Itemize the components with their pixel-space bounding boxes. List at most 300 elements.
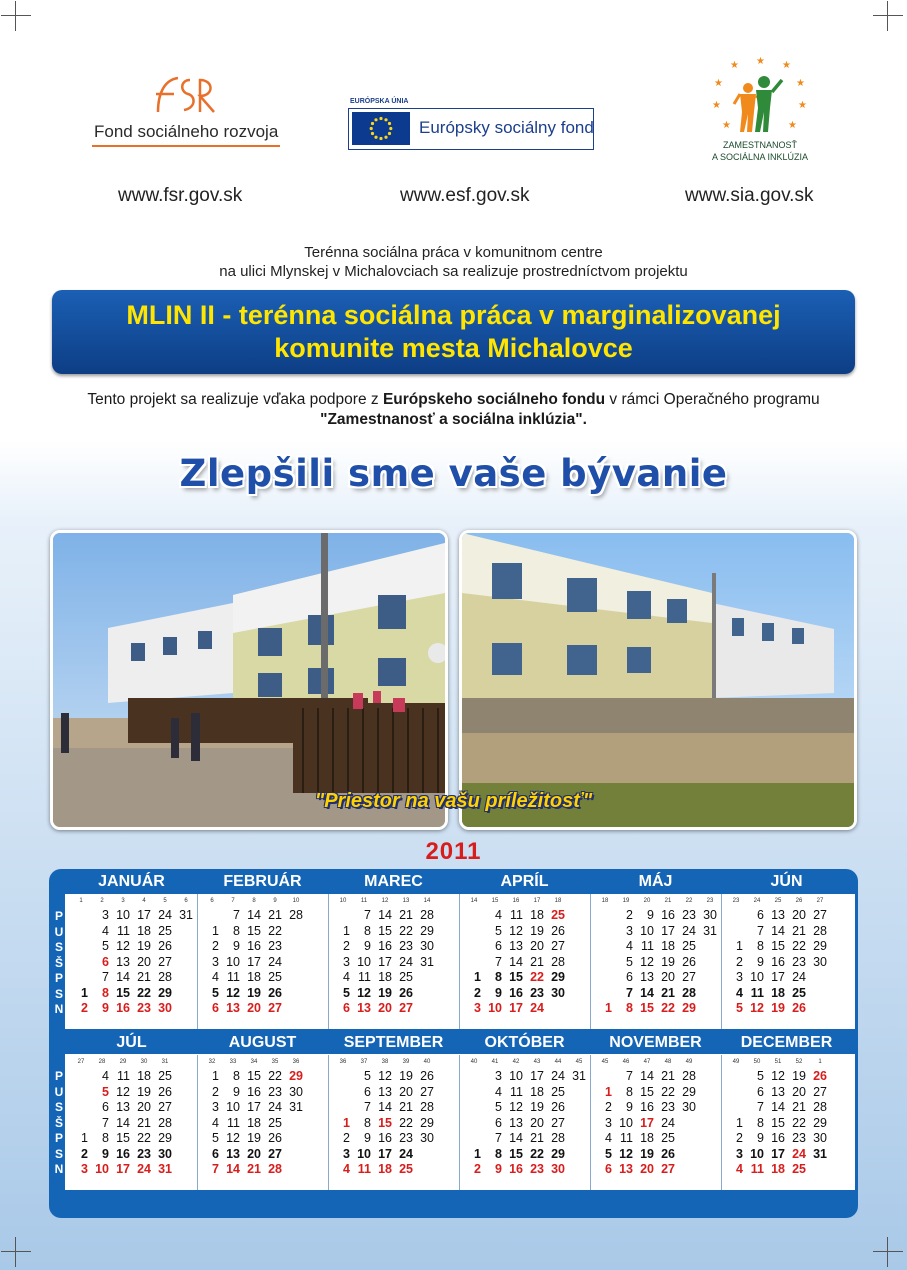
calendar-day: 24 (551, 1069, 565, 1083)
svg-text:★: ★ (722, 120, 731, 131)
calendar-day: 26 (682, 954, 696, 969)
calendar-day: 15 (509, 970, 523, 984)
calendar-day: 26 (158, 939, 172, 953)
calendar-day: 30 (682, 1100, 696, 1114)
calendar-day: 29 (551, 1146, 565, 1161)
esf-logo (348, 98, 596, 154)
week-number: 52 (795, 1059, 803, 1065)
calendar-day: 30 (420, 1131, 434, 1145)
calendar-day: 11 (227, 1115, 240, 1130)
calendar-day: 20 (378, 1001, 392, 1015)
calendar-day: 25 (682, 939, 696, 953)
calendar-day: 6 (626, 970, 633, 984)
calendar-day: 16 (509, 985, 523, 1000)
calendar-day: 3 (343, 1146, 350, 1161)
day-labels-1 (52, 909, 66, 1018)
calendar-day: 21 (792, 1100, 806, 1114)
project-title-line-1: MLIN II - terénna sociálna práca v marginalizovanej (126, 300, 781, 330)
week-number: 10 (339, 898, 347, 904)
calendar-year: 2011 (425, 838, 482, 865)
calendar-day: 15 (378, 1115, 392, 1130)
calendar-day: 28 (420, 1100, 434, 1114)
calendar-day: 6 (495, 1115, 502, 1130)
calendar-day: 6 (605, 1162, 612, 1176)
calendar-day: 27 (158, 954, 172, 969)
svg-text:★: ★ (714, 78, 723, 89)
calendar-day: 19 (771, 1001, 785, 1015)
week-number: 26 (795, 898, 803, 904)
calendar-day: 6 (364, 1084, 371, 1099)
month-separator (459, 1055, 460, 1190)
week-number: 29 (119, 1059, 127, 1065)
support-text-end: v rámci Operačného programu (605, 391, 820, 408)
quote-close: ". (575, 411, 587, 428)
calendar-day: 1 (343, 923, 350, 938)
week-number: 14 (470, 898, 478, 904)
calendar-day: 20 (792, 1084, 806, 1099)
calendar-day: 27 (661, 1162, 675, 1176)
calendar-day: 21 (661, 1069, 675, 1083)
calendar-day: 4 (343, 1162, 350, 1176)
intro-line-1: Terénna sociálna práca v komunitnom centre (304, 244, 603, 261)
eu-label: EURÓPSKA ÚNIA (350, 98, 409, 105)
calendar-day: 31 (420, 954, 434, 969)
calendar-day: 13 (619, 1162, 633, 1176)
calendar-day: 14 (771, 1100, 785, 1114)
calendar-day: 22 (792, 1115, 806, 1130)
calendar-day: 25 (268, 1115, 282, 1130)
calendar-day: 13 (378, 1084, 392, 1099)
calendar-day: 27 (268, 1146, 282, 1161)
week-number: 11 (360, 898, 368, 904)
calendar-day: 11 (117, 1069, 130, 1083)
calendar-day: 23 (268, 1084, 282, 1099)
week-number: 49 (732, 1059, 740, 1065)
week-number: 37 (360, 1059, 368, 1065)
calendar-day: 13 (640, 970, 654, 984)
calendar-day: 23 (137, 1001, 151, 1015)
calendar-day: 10 (357, 1146, 371, 1161)
calendar-day: 27 (551, 939, 565, 953)
calendar-day: 10 (95, 1162, 109, 1176)
month-separator (197, 894, 198, 1029)
calendar-day: 19 (378, 985, 392, 1000)
calendar-day: 19 (247, 985, 261, 1000)
calendar-day: 16 (378, 1131, 392, 1145)
calendar-day: 18 (137, 1069, 151, 1083)
month-separator (459, 894, 460, 1029)
calendar-day: 3 (212, 954, 219, 969)
calendar-day: 16 (661, 908, 675, 922)
calendar-day: 26 (420, 1069, 434, 1083)
calendar-day: 14 (247, 908, 261, 922)
week-number: 23 (706, 898, 714, 904)
calendar-day: 18 (661, 939, 675, 953)
day-label: N (54, 1002, 64, 1016)
calendar-day: 7 (212, 1162, 219, 1176)
calendar-day: 29 (682, 1084, 696, 1099)
calendar-day: 18 (247, 970, 261, 984)
crop-mark (873, 1237, 903, 1267)
calendar-day: 23 (682, 908, 696, 922)
calendar-day: 19 (530, 923, 544, 938)
calendar-day: 17 (137, 908, 151, 922)
calendar-day: 9 (495, 985, 502, 1000)
calendar-day: 25 (158, 1069, 172, 1083)
calendar-day: 17 (661, 923, 675, 938)
crop-mark (1, 1237, 31, 1267)
calendar-day: 11 (510, 1084, 523, 1099)
calendar-day: 8 (757, 1115, 764, 1130)
day-label: Š (54, 955, 63, 970)
calendar-day: 20 (247, 1146, 261, 1161)
calendar-day: 12 (509, 1100, 523, 1114)
sia-people-stars-icon (700, 56, 820, 138)
calendar-day: 10 (509, 1069, 523, 1083)
calendar-day: 3 (605, 1115, 612, 1130)
day-label: S (54, 1100, 63, 1114)
calendar-day: 2 (81, 1001, 88, 1015)
calendar-day: 2 (212, 1084, 219, 1099)
calendar-day: 28 (158, 1115, 172, 1130)
calendar-day: 31 (703, 923, 717, 938)
calendar-day: 4 (495, 1084, 502, 1099)
project-title-line-2: komunite mesta Michalovce (274, 333, 633, 363)
week-number: 46 (622, 1059, 630, 1065)
calendar-day: 11 (117, 923, 130, 938)
calendar-day: 26 (268, 985, 282, 1000)
calendar-day: 2 (343, 1131, 350, 1145)
calendar-day: 7 (102, 970, 109, 984)
calendar-day: 28 (158, 970, 172, 984)
fsr-logo (92, 72, 292, 152)
calendar-day: 19 (247, 1131, 261, 1145)
week-number: 9 (273, 898, 277, 904)
calendar-day: 27 (813, 908, 827, 922)
calendar-day: 7 (364, 1100, 371, 1114)
calendar-day: 26 (551, 923, 565, 938)
calendar-day: 29 (420, 923, 434, 938)
calendar-day: 15 (116, 1131, 130, 1145)
week-number: 4 (142, 898, 146, 904)
calendar-day: 29 (158, 985, 172, 1000)
calendar-day: 7 (757, 923, 764, 938)
url-esf[interactable]: www.esf.gov.sk (400, 185, 530, 206)
day-label: U (54, 924, 64, 939)
week-number: 1 (818, 1059, 822, 1065)
calendar-day: 8 (495, 970, 502, 984)
day-label: Š (54, 1115, 63, 1130)
calendar-day: 14 (378, 1100, 392, 1114)
url-sia[interactable]: www.sia.gov.sk (685, 185, 814, 206)
calendar-day: 12 (378, 1069, 392, 1083)
week-number: 21 (664, 898, 672, 904)
week-number: 48 (664, 1059, 672, 1065)
calendar-day: 28 (289, 908, 303, 922)
calendar-day: 30 (703, 908, 717, 922)
week-number: 10 (292, 898, 300, 904)
week-number: 50 (753, 1059, 761, 1065)
week-number: 30 (140, 1059, 148, 1065)
calendar-day: 25 (399, 1162, 413, 1176)
calendar-day: 22 (268, 1069, 282, 1083)
calendar-day: 22 (399, 1115, 413, 1130)
calendar-day: 24 (792, 1146, 806, 1161)
calendar-day: 25 (661, 1131, 675, 1145)
calendar-day: 5 (626, 954, 633, 969)
day-label: P (54, 1069, 63, 1083)
calendar-day: 26 (551, 1100, 565, 1114)
calendar-day: 10 (116, 908, 130, 922)
week-number: 47 (643, 1059, 651, 1065)
week-number: 22 (685, 898, 693, 904)
quote-open: " (320, 411, 328, 428)
month-name: NOVEMBER (609, 1034, 702, 1051)
svg-text:★: ★ (798, 100, 807, 111)
calendar-day: 5 (102, 939, 109, 953)
calendar-day: 30 (158, 1001, 172, 1015)
calendar-day: 7 (364, 908, 371, 922)
calendar-day: 17 (771, 1146, 785, 1161)
calendar-day: 11 (620, 1131, 633, 1145)
calendar-day: 15 (378, 923, 392, 938)
calendar-day: 26 (158, 1084, 172, 1099)
calendar-day: 8 (233, 1069, 240, 1083)
calendar-day: 25 (268, 970, 282, 984)
week-number: 20 (643, 898, 651, 904)
calendar-day: 16 (116, 1146, 130, 1161)
calendar-day: 6 (212, 1146, 219, 1161)
month-name: OKTÓBER (484, 1034, 565, 1051)
calendar-day: 4 (343, 970, 350, 984)
calendar-day: 4 (605, 1131, 612, 1145)
calendar-day: 5 (736, 1001, 743, 1015)
month-separator (721, 894, 722, 1029)
calendar-day: 22 (792, 939, 806, 953)
calendar-day: 6 (102, 1100, 109, 1114)
day-label: P (54, 971, 63, 985)
url-fsr[interactable]: www.fsr.gov.sk (118, 185, 243, 206)
fsr-logo-text: Fond sociálneho rozvoja (94, 122, 279, 141)
calendar-day: 20 (640, 1162, 654, 1176)
calendar-day: 11 (750, 985, 764, 1000)
calendar-day: 29 (551, 970, 565, 984)
month-name: FEBRUÁR (223, 873, 302, 890)
calendar-day: 4 (102, 1069, 109, 1083)
support-fund-name: Európskeho sociálneho fondu (382, 391, 606, 408)
calendar-day: 3 (495, 1069, 502, 1083)
calendar-day: 11 (750, 1162, 764, 1176)
calendar-day: 15 (509, 1146, 523, 1161)
calendar-day: 1 (81, 1131, 88, 1145)
week-number: 3 (121, 898, 125, 904)
calendar-day: 15 (640, 1084, 654, 1099)
calendar-day: 11 (357, 1162, 371, 1176)
day-labels-2 (52, 1069, 66, 1178)
calendar-day: 3 (102, 908, 109, 922)
calendar-day: 24 (158, 908, 172, 922)
calendar-day: 2 (626, 908, 633, 922)
calendar-day: 9 (102, 1146, 109, 1161)
calendar-day: 10 (750, 970, 764, 984)
calendar-day: 13 (226, 1146, 240, 1161)
calendar-day: 19 (137, 939, 151, 953)
calendar-day: 26 (792, 1001, 806, 1015)
calendar-day: 4 (212, 1115, 219, 1130)
sia-logo (700, 56, 820, 166)
calendar-day: 1 (736, 939, 743, 953)
svg-text:★: ★ (712, 100, 721, 111)
calendar-day: 6 (757, 908, 764, 922)
calendar-day: 9 (364, 939, 371, 953)
calendar-day: 20 (661, 970, 675, 984)
calendar-day: 25 (158, 923, 172, 938)
project-title-banner (52, 290, 855, 374)
calendar-day: 13 (357, 1001, 371, 1015)
calendar-day: 30 (289, 1084, 303, 1099)
month-separator (328, 1055, 329, 1190)
calendar-day: 27 (682, 970, 696, 984)
calendar-day: 14 (116, 1115, 130, 1130)
month-separator (197, 1055, 198, 1190)
calendar-day: 3 (626, 923, 633, 938)
calendar-day: 28 (551, 1131, 565, 1145)
svg-text:★: ★ (782, 60, 791, 71)
calendar-day: 26 (268, 1131, 282, 1145)
calendar-day: 7 (626, 985, 633, 1000)
calendar-day: 8 (757, 939, 764, 953)
calendar-day: 23 (399, 1131, 413, 1145)
week-number: 49 (685, 1059, 693, 1065)
calendar-day: 24 (399, 954, 413, 969)
calendar-day: 25 (551, 908, 565, 922)
day-label: N (54, 1162, 64, 1176)
calendar-day: 12 (226, 985, 240, 1000)
calendar-day: 14 (116, 970, 130, 984)
month-name: JÚN (770, 873, 803, 890)
calendar-day: 15 (771, 939, 785, 953)
calendar-day: 21 (792, 923, 806, 938)
calendar-day: 8 (102, 985, 109, 1000)
week-number: 41 (491, 1059, 499, 1065)
calendar-day: 16 (771, 1131, 785, 1145)
svg-text:★: ★ (788, 120, 797, 131)
week-number: 12 (381, 898, 389, 904)
calendar-day: 17 (378, 1146, 392, 1161)
calendar-day: 28 (420, 908, 434, 922)
calendar-day: 24 (268, 954, 282, 969)
calendar-day: 15 (247, 1069, 261, 1083)
calendar-day: 1 (343, 1115, 350, 1130)
calendar-day: 17 (116, 1162, 130, 1176)
calendar-day: 29 (420, 1115, 434, 1130)
calendar-day: 23 (792, 954, 806, 969)
week-number: 8 (252, 898, 256, 904)
day-label: P (54, 909, 63, 923)
calendar-day: 10 (226, 954, 240, 969)
calendar-day: 18 (378, 1162, 392, 1176)
calendar-day: 11 (510, 908, 523, 922)
calendar-day: 13 (771, 1084, 785, 1099)
fsr-logo-underline (92, 145, 280, 147)
calendar-day: 22 (661, 1084, 675, 1099)
calendar-day: 16 (116, 1001, 130, 1015)
calendar-day: 23 (137, 1146, 151, 1161)
calendar-day: 29 (158, 1131, 172, 1145)
calendar-day: 2 (81, 1146, 88, 1161)
calendar-day: 17 (247, 1100, 261, 1114)
calendar-day: 21 (247, 1162, 261, 1176)
week-number: 16 (512, 898, 520, 904)
calendar-day: 22 (399, 923, 413, 938)
calendar-day: 27 (158, 1100, 172, 1114)
calendar-day: 11 (358, 970, 371, 984)
day-label: S (54, 986, 63, 1001)
support-line-1 (0, 391, 907, 409)
calendar-day: 13 (116, 1100, 130, 1114)
calendar-day: 29 (289, 1069, 303, 1083)
calendar-day: 23 (530, 1162, 544, 1176)
calendar-day: 9 (626, 1100, 633, 1114)
photo-right (459, 530, 857, 830)
calendar-day: 29 (813, 939, 827, 953)
calendar-day: 1 (605, 1001, 612, 1015)
week-number: 13 (402, 898, 410, 904)
calendar-day: 3 (81, 1162, 88, 1176)
calendar-day: 9 (364, 1131, 371, 1145)
calendar-day: 21 (399, 1100, 413, 1114)
calendar-day: 18 (247, 1115, 261, 1130)
calendar-day: 22 (137, 985, 151, 1000)
calendar-day: 1 (81, 985, 88, 1000)
svg-text:★: ★ (796, 78, 805, 89)
calendar-day: 21 (268, 908, 282, 922)
calendar-day: 18 (530, 1084, 544, 1099)
calendar-day: 19 (640, 1146, 654, 1161)
week-number: 1 (79, 898, 83, 904)
calendar-day: 9 (495, 1162, 502, 1176)
day-label: S (54, 940, 63, 954)
calendar-day: 26 (399, 985, 413, 1000)
calendar-day: 8 (626, 1084, 633, 1099)
calendar-day: 31 (813, 1146, 827, 1161)
calendar-day: 18 (640, 1131, 654, 1145)
calendar-day: 13 (226, 1001, 240, 1015)
calendar-day: 10 (640, 923, 654, 938)
calendar-day: 15 (247, 923, 261, 938)
calendar-day: 2 (343, 939, 350, 953)
calendar-day: 15 (771, 1115, 785, 1130)
sia-logo-text-1: ZAMESTNANOSŤ (722, 140, 797, 150)
calendar-day: 24 (268, 1100, 282, 1114)
calendar-day: 18 (771, 985, 785, 1000)
calendar-day: 10 (226, 1100, 240, 1114)
calendar-day: 14 (640, 1069, 654, 1083)
week-number: 23 (732, 898, 740, 904)
photo-left (50, 530, 448, 830)
month-separator (590, 894, 591, 1029)
esf-logo-text: Európsky sociálny fond (419, 118, 594, 137)
calendar-day: 8 (364, 1115, 371, 1130)
month-name: JANUÁR (98, 873, 165, 890)
calendar-day: 26 (813, 1069, 827, 1083)
week-number: 18 (601, 898, 609, 904)
week-number: 28 (98, 1059, 106, 1065)
calendar-day: 12 (619, 1146, 633, 1161)
calendar-day: 3 (343, 954, 350, 969)
calendar-day: 7 (495, 954, 502, 969)
calendar-day: 14 (509, 954, 523, 969)
